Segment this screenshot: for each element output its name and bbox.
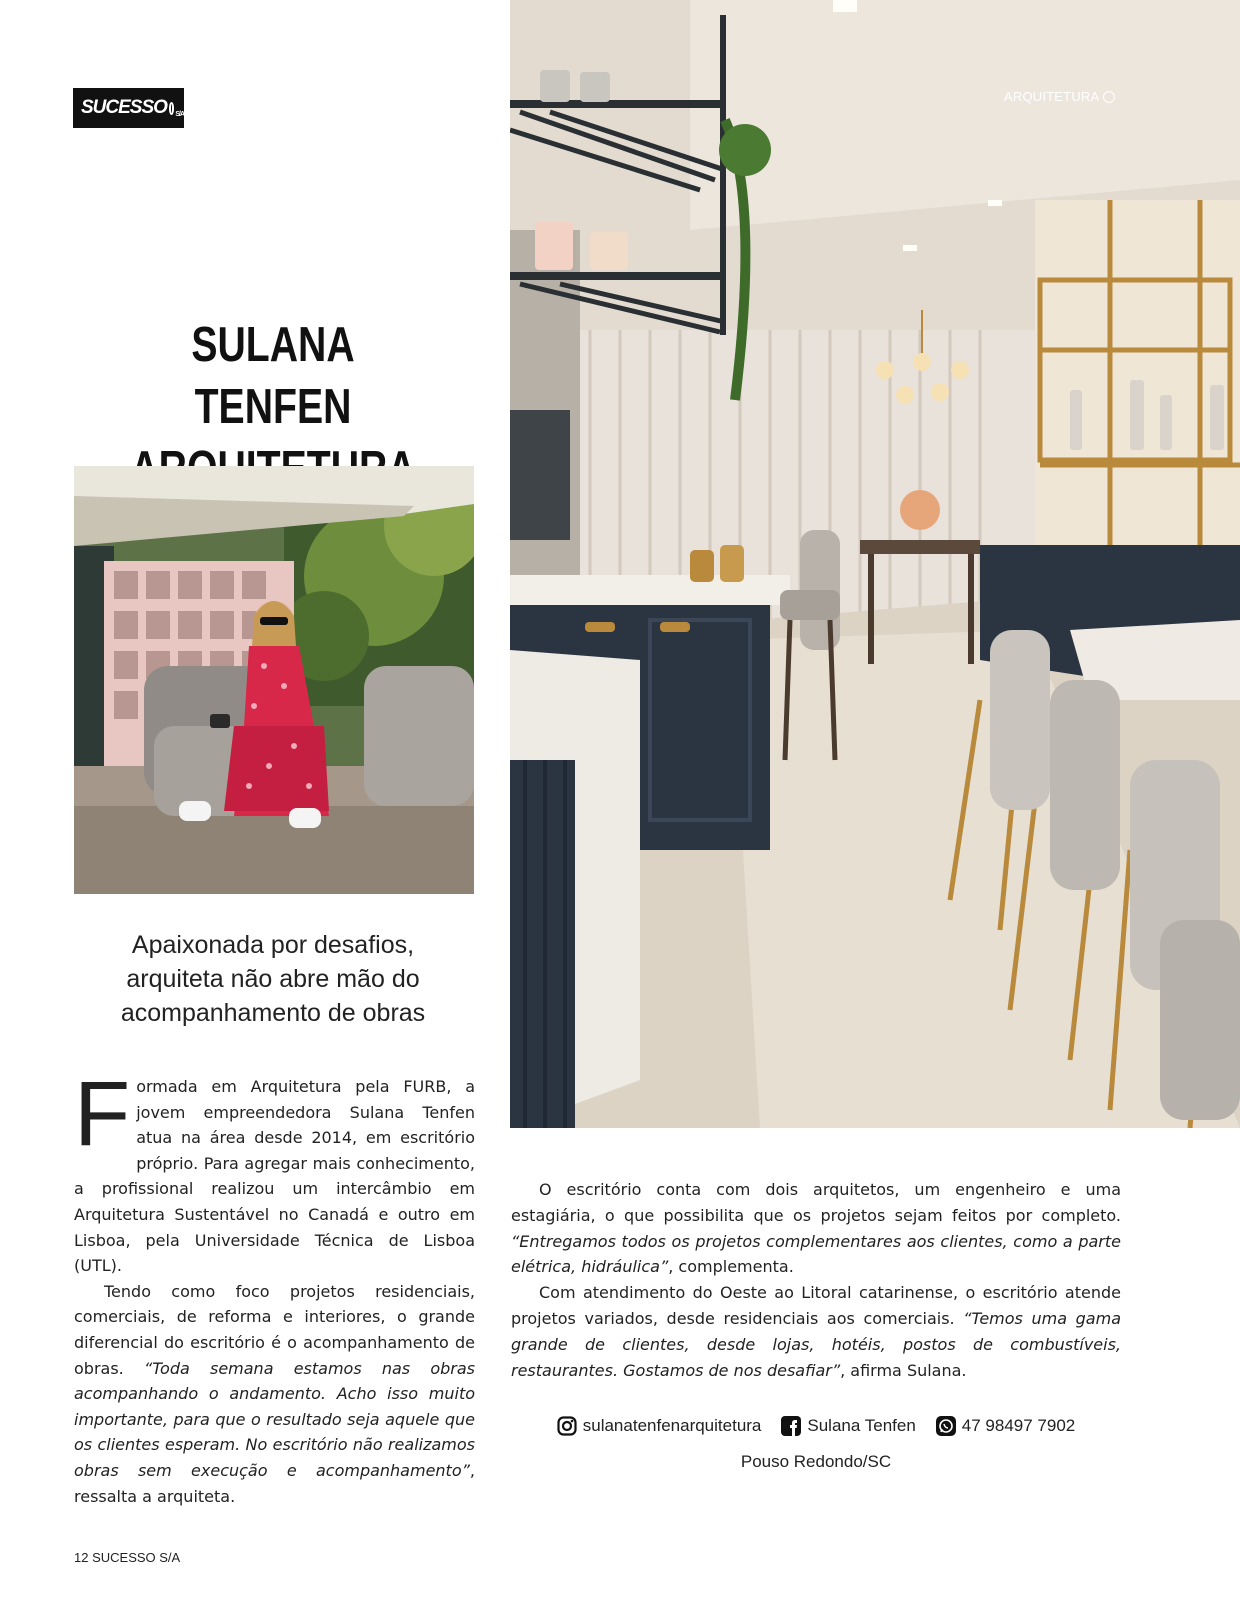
kitchen-photo (510, 0, 1240, 1128)
subtitle-line-3: acompanhamento de obras (120, 999, 426, 1027)
instagram-handle: sulanatenfenarquitetura (582, 1416, 762, 1435)
paragraph-4-quote: “Temos uma gama grande de clientes, desde lojas, hotéis, postos de combustíveis, restaurantes. Gostamos de nos desafiar” (511, 1308, 1121, 1380)
paragraph-2-quote: “Toda semana estamos nas obras acompanhando o andamento. Acho isso muito importante, para que o resultado seja aquele que os clientes esperam. No escritório não realizamos obras sem execução e acompanhamento” (74, 1358, 475, 1480)
paragraph-4-tail: , afirma Sulana. (840, 1360, 967, 1380)
paragraph-3-text: O escritório conta com dois arquitetos, um engenheiro e uma estagiária, o que possibilita que os projetos sejam feitos por completo. (511, 1180, 1121, 1225)
subtitle-line-1: Apaixonada por desafios, (131, 931, 415, 959)
paragraph-3-quote: “Entregamos todos os projetos complementares aos clientes, como a parte elétrica, hidráulica” (511, 1231, 1121, 1277)
page-folio: 12 SUCESSO S/A (74, 1550, 181, 1565)
subtitle-line-2: arquiteta não abre mão do (126, 965, 420, 993)
left-column (74, 1063, 475, 1509)
paragraph-1 (74, 1063, 475, 1279)
facebook-icon (781, 1416, 801, 1436)
logo-text: SUCESSO (81, 97, 167, 118)
logo-suffix: S/A (175, 110, 184, 118)
paragraph-1-text: ormada em Arquitetura pela FURB, a jovem empreendedora Sulana Tenfen atua na área desde 2014, em escritório próprio. Para agregar mais conhecimento, a profissional realizou um intercâmbio em Arquitetura Sustentável no Canadá e outro em Lisboa, pela Universidade Técnica de Lisboa (UTL). (74, 1077, 475, 1276)
paragraph-2-text: Tendo como foco projetos residenciais, comerciais, de reforma e interiores, o grande diferencial do escritório é o acompanhamento de obras. (74, 1281, 475, 1378)
paragraph-2-tail: , ressalta a arquiteta. (74, 1460, 475, 1506)
paragraph-2 (74, 1279, 475, 1509)
section-tag (1004, 89, 1115, 104)
contact-bar (511, 1416, 1121, 1436)
title-line-1: SULANA TENFEN (191, 318, 355, 434)
paragraph-4 (511, 1280, 1121, 1383)
portrait-photo (74, 466, 474, 894)
globe-icon (1103, 91, 1115, 103)
globe-icon (169, 102, 174, 115)
contact-whatsapp[interactable] (936, 1416, 1075, 1436)
facebook-name: Sulana Tenfen (807, 1416, 916, 1435)
city-label: Pouso Redondo/SC (740, 1452, 892, 1471)
drop-cap: F (74, 1063, 131, 1165)
instagram-icon (557, 1416, 577, 1436)
contact-facebook[interactable] (781, 1416, 915, 1436)
paragraph-3 (511, 1177, 1121, 1280)
whatsapp-number: 47 98497 7902 (961, 1416, 1076, 1435)
paragraph-3-tail: , complementa. (668, 1257, 794, 1277)
article-subtitle (72, 928, 474, 1030)
whatsapp-icon (936, 1416, 956, 1436)
paragraph-4-text: Com atendimento do Oeste ao Litoral catarinense, o escritório atende projetos variados, desde residenciais aos comerciais. (511, 1283, 1121, 1328)
contact-instagram[interactable] (557, 1416, 762, 1436)
section-label: ARQUITETURA (1004, 89, 1100, 104)
magazine-logo (73, 88, 184, 128)
right-column (511, 1177, 1121, 1383)
